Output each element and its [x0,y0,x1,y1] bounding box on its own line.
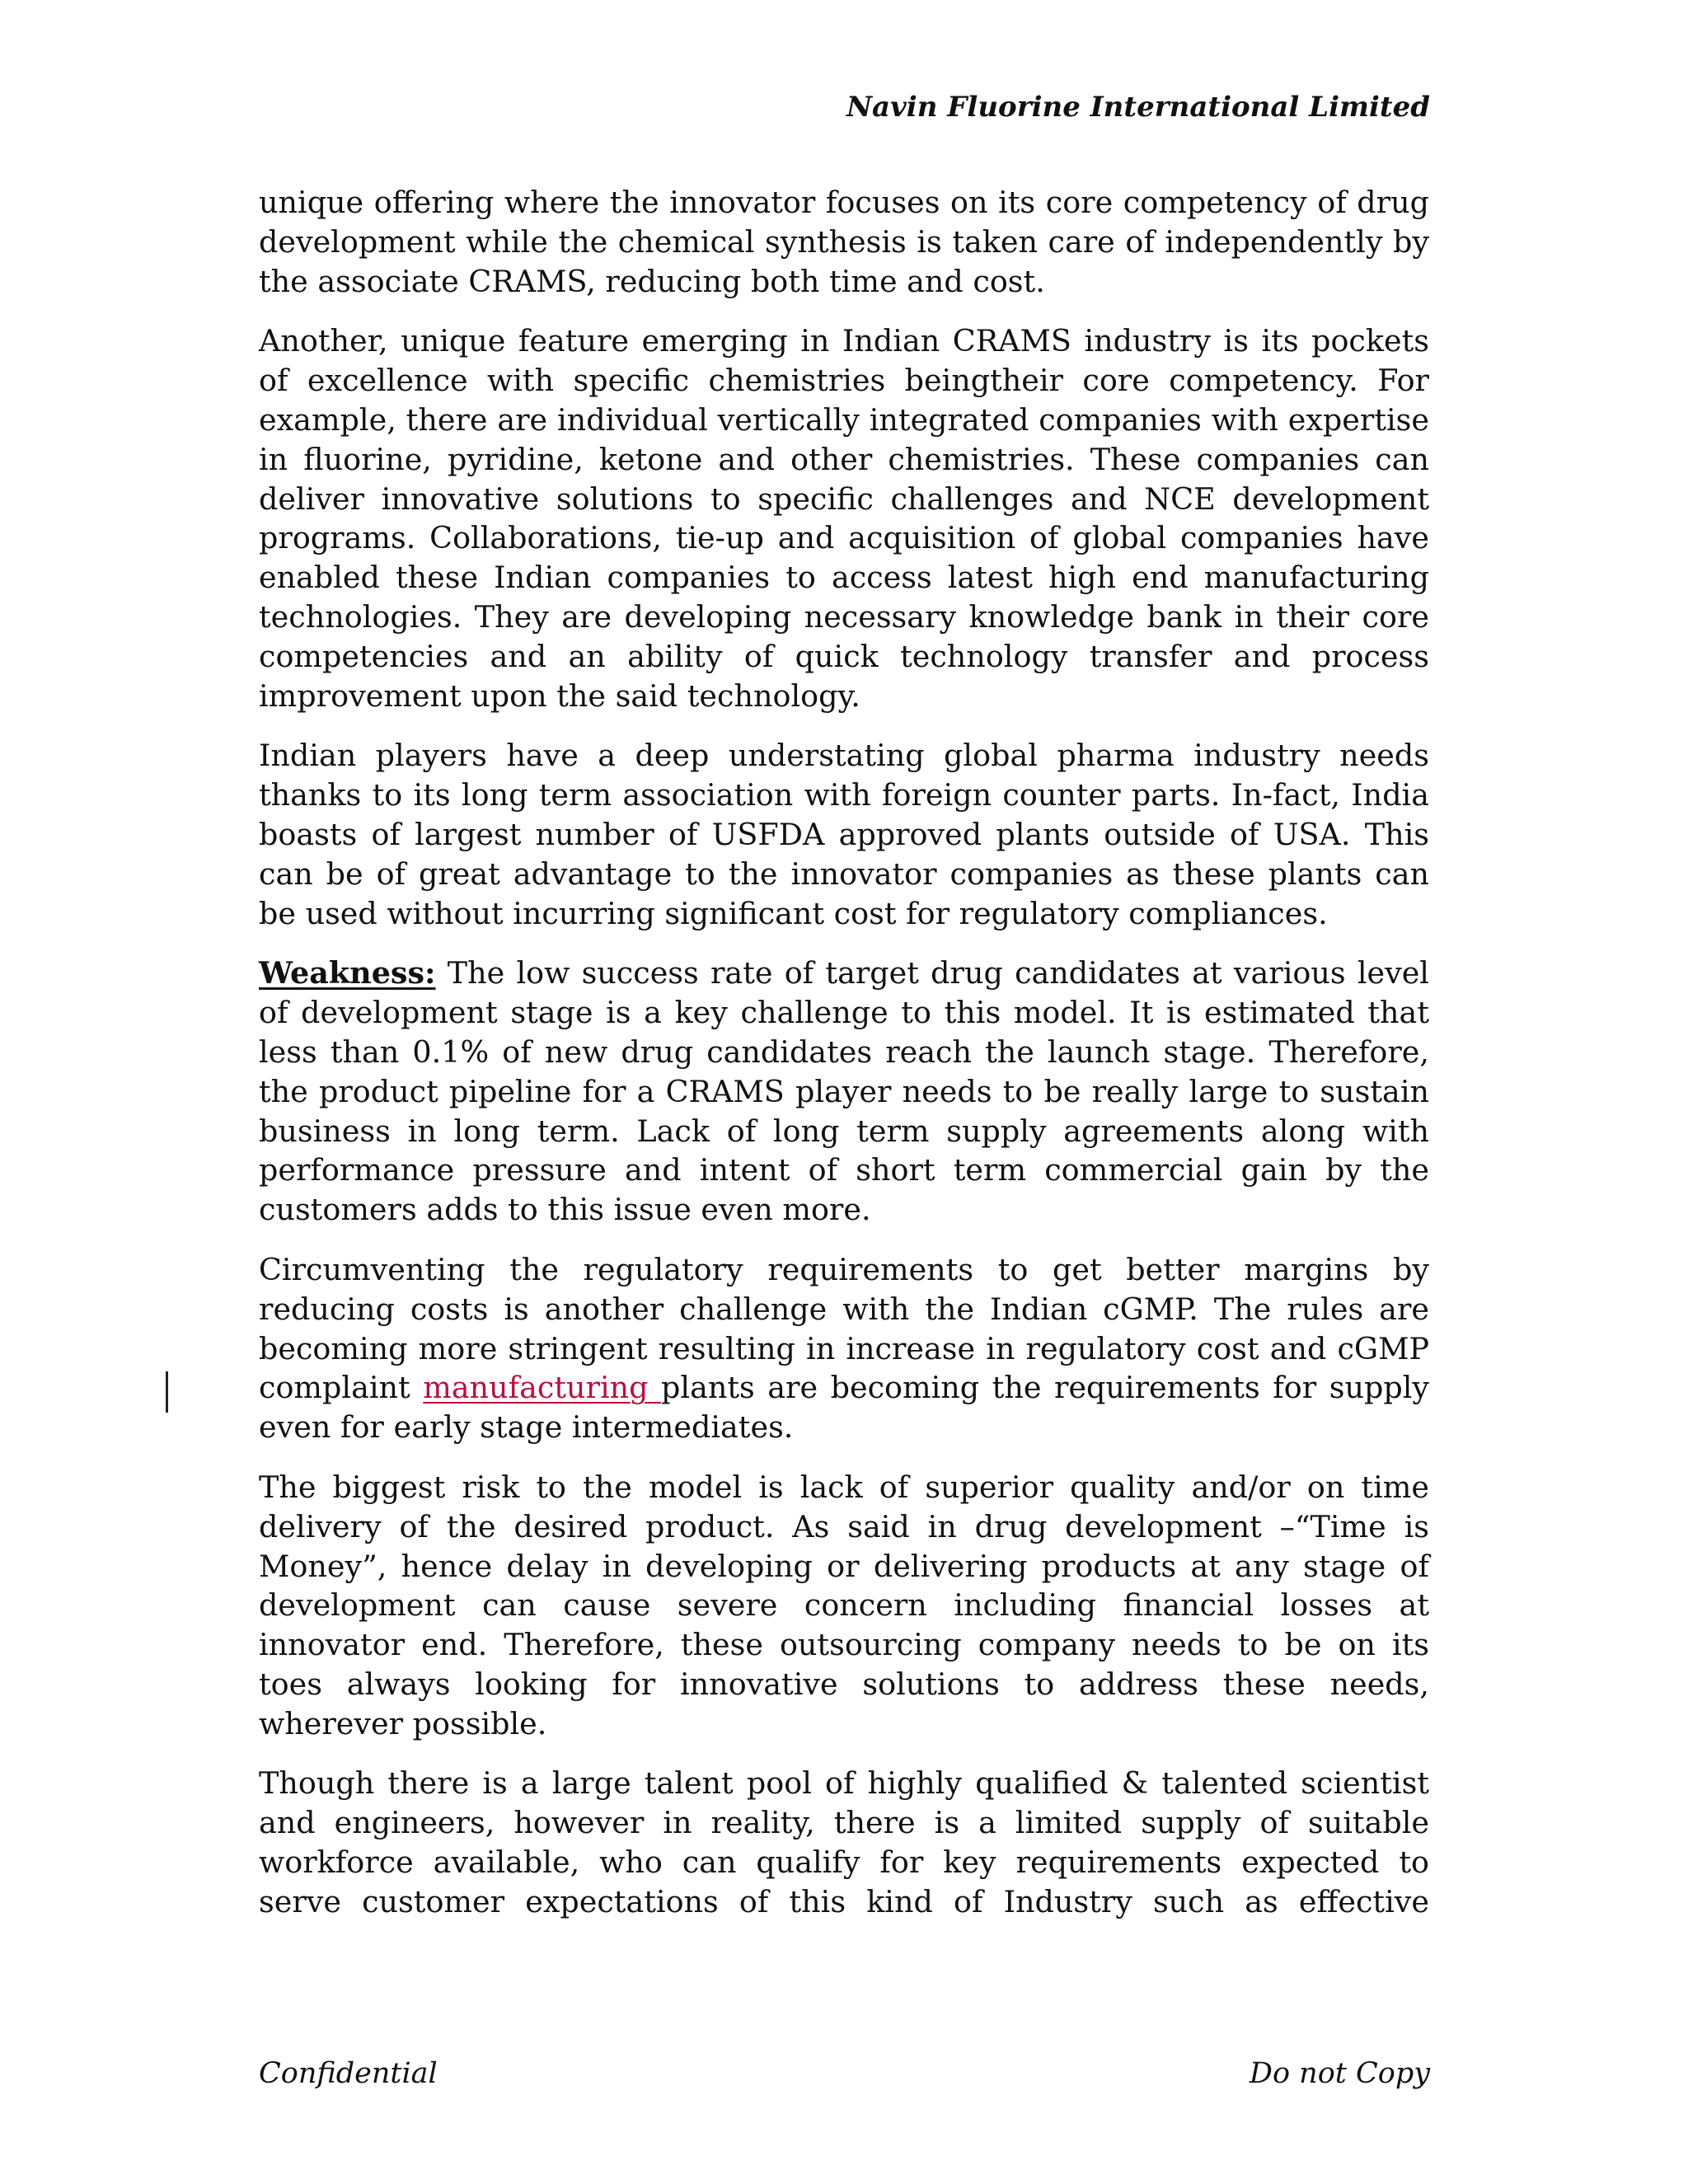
footer-do-not-copy: Do not Copy [1249,2057,1430,2090]
weakness-text: The low success rate of target drug candidates at various level of development stage is a key challenge to this model. It is estimated that less than 0.1% of new drug candidates reach the launch stage. Therefore, the product pipeline for a CRAMS player needs to be really large to sustain business in long term. Lack of long term supply agreements along with performance pressure and intent of short term commercial gain by the customers adds to this issue even more. [259,955,1429,1228]
paragraph-6: The biggest risk to the model is lack of superior quality and/or on time delivery of the desired product. As said in drug development –“Time is Money”, hence delay in developing or delivering products at any stage of development can cause severe concern including financial losses at innovator end. Therefore, these outsourcing company needs to be on its toes always looking for innovative solutions to address these needs, wherever possible. [259,1469,1429,1741]
tracked-change-insertion[interactable]: manufacturing [423,1370,662,1406]
paragraph-5-before: Circumventing the regulatory requirements to get better margins by reducing costs is another challenge with the Indian cGMP. The rules are becoming more stringent resulting in increase in regulatory cost and cGMP complaint [259,1251,1429,1406]
weakness-heading: Weakness: [259,955,436,991]
paragraph-1: unique offering where the innovator focuses on its core competency of drug development while the chemical synthesis is taken care of independently by the associate CRAMS, reducing both time and cost. [259,185,1429,299]
header-company-name: Navin Fluorine International Limited [846,91,1430,124]
paragraph-weakness [259,954,1429,1230]
paragraph-3: Indian players have a deep understating global pharma industry needs thanks to its long term association with foreign counter parts. In-fact, India boasts of largest number of USFDA approved plants outside of USA. This can be of great advantage to the innovator companies as these plants can be used without incurring significant cost for regulatory compliances. [259,738,1429,931]
paragraph-5-after: plants are becoming the requirements for supply even for early stage intermediates. [259,1370,1430,1446]
revision-change-bar [166,1371,168,1413]
paragraph-5 [259,1250,1429,1447]
body-text [259,183,1429,1922]
paragraph-7: Though there is a large talent pool of highly qualified & talented scientist and engineers, however in reality, there is a limited supply of suitable workforce available, who can qualify for key requirements expected to serve customer expectations of this kind of Industry such as effective [259,1765,1429,1919]
footer-confidential: Confidential [259,2057,438,2090]
paragraph-2: Another, unique feature emerging in Indian CRAMS industry is its pockets of excellence with specific chemistries beingtheir core competency. For example, there are individual vertically integrated companies with expertise in fluorine, pyridine, ketone and other chemistries. These companies can deliver innovative solutions to specific challenges and NCE development programs. Collaborations, tie-up and acquisition of global companies have enabled these Indian companies to access latest high end manufacturing technologies. They are developing necessary knowledge bank in their core competencies and an ability of quick technology transfer and process improvement upon the said technology. [259,323,1429,714]
